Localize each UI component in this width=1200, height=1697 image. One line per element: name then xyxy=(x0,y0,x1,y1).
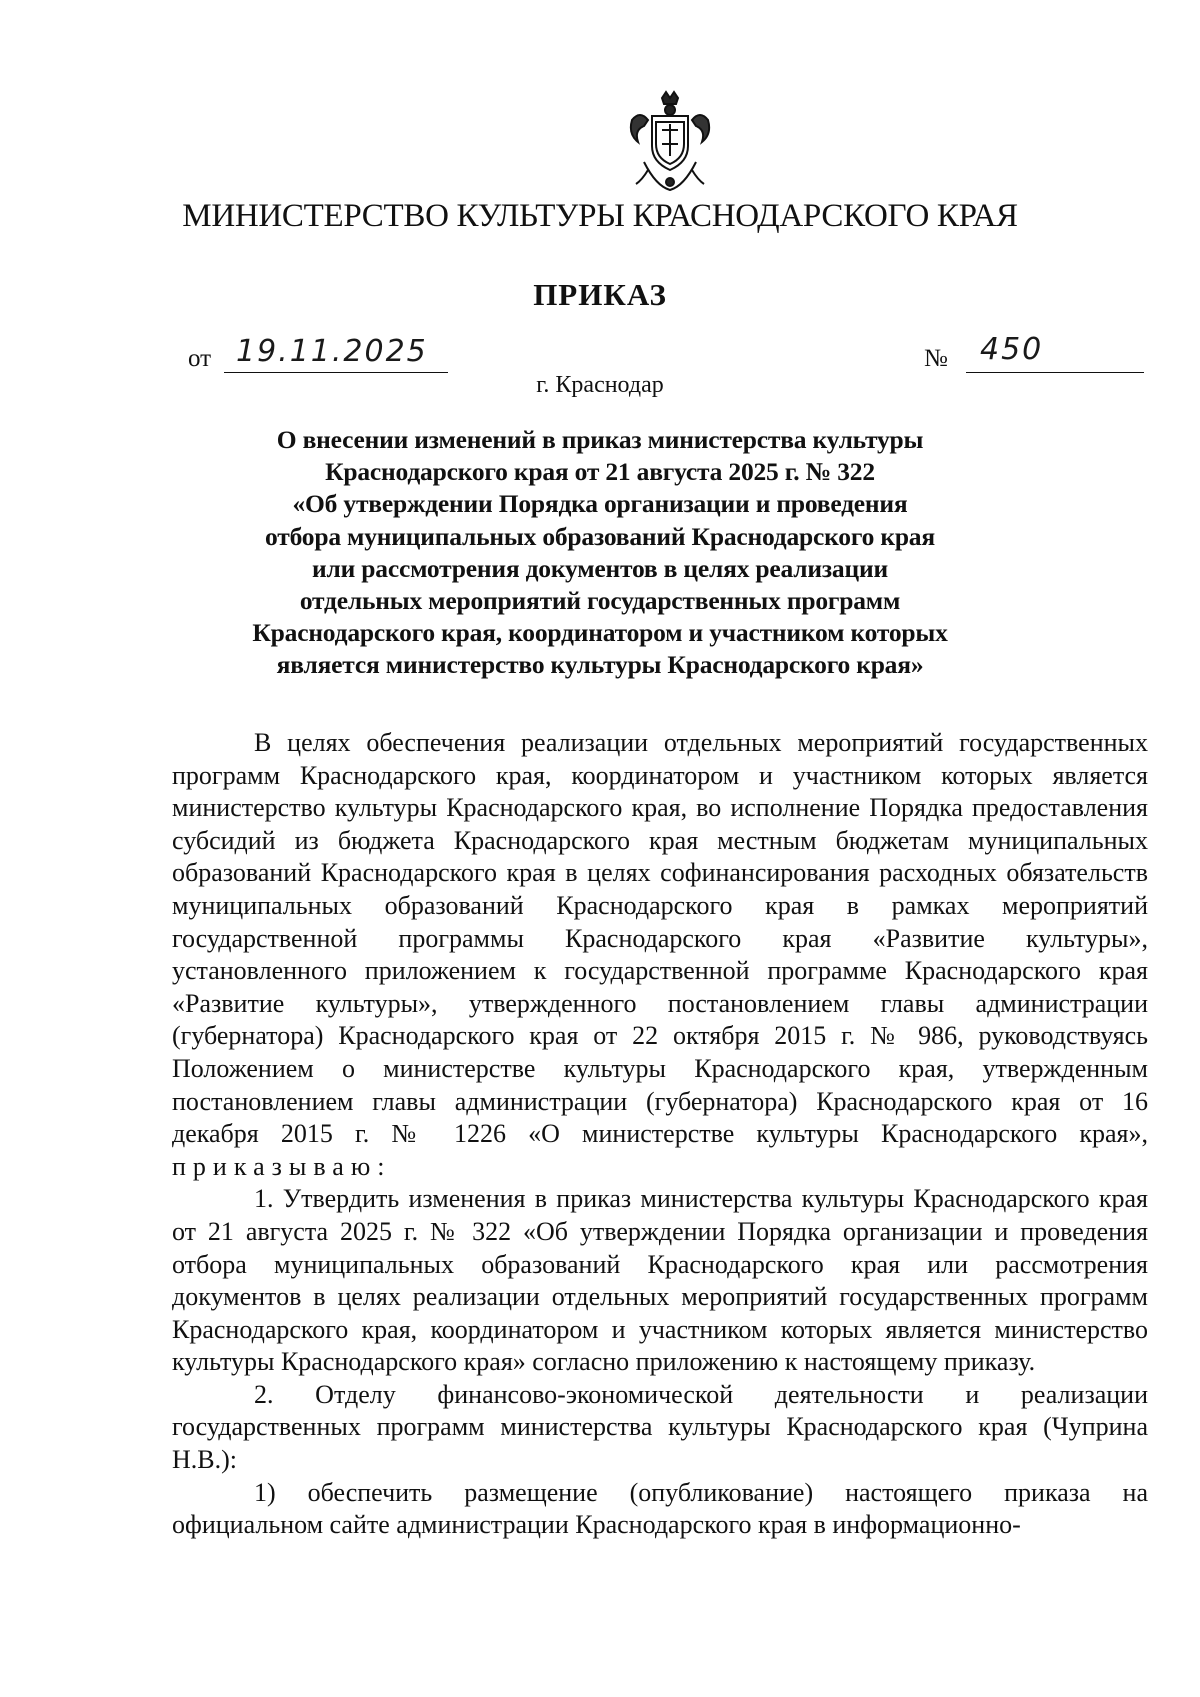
item-1-paragraph: 1. Утвердить изменения в приказ министерства культуры Краснодарского края от 21 августа 2025 г. № 322 «Об утверждении Порядка организации и проведения отбора муниципальных образований Краснодарского края или рассмотрения документов в целях реализации отдельных мероприятий государственных программ Краснодарского края, координатором и участником которых является министерство культуры Краснодарского края» согласно приложению к настоящему приказу. xyxy=(172,1184,1148,1377)
heading-line: «Об утверждении Порядка организации и проведения xyxy=(292,489,908,519)
document-type: ПРИКАЗ xyxy=(533,277,667,312)
heading-line: Краснодарского края, координатором и участником которых xyxy=(252,618,948,648)
ministry-name: МИНИСТЕРСТВО КУЛЬТУРЫ КРАСНОДАРСКОГО КРАЯ xyxy=(182,198,1018,234)
city: г. Краснодар xyxy=(536,372,664,398)
order-word: приказываю: xyxy=(172,1151,392,1181)
number-value: 450 xyxy=(980,332,1044,367)
document-heading xyxy=(240,424,960,682)
number-prefix: № xyxy=(924,345,948,372)
date-prefix: от xyxy=(188,345,212,372)
date-value: 19.11.2025 xyxy=(236,334,428,369)
heading-line: Краснодарского края от 21 августа 2025 г. № 322 xyxy=(325,457,875,487)
preamble-paragraph xyxy=(172,727,1148,1183)
preamble-text: В целях обеспечения реализации отдельных мероприятий государственных программ Краснодарского края, координатором и участником которых является министерство культуры Краснодарского края, во исполнение Порядка предоставления субсидий из бюджета Краснодарского края местным бюджетам муниципальных образований Краснодарского края в целях софинансирования расходных обязательств муниципальных образований Краснодарского края в рамках мероприятий государственной программы Краснодарского края «Развитие культуры», установленного приложением к государственной программе Краснодарского края «Развитие культуры», утвержденного постановлением главы администрации (губернатора) Краснодарского края от 22 октября 2015 г. № 986, руководствуясь Положением о министерстве культуры Краснодарского края, утвержденным постановлением главы администрации (губернатора) Краснодарского края от 16 декабря 2015 г. № 1226 «О министерстве культуры Краснодарского края», xyxy=(172,728,1148,1149)
heading-line: отдельных мероприятий государственных программ xyxy=(299,586,901,616)
heading-line: О внесении изменений в приказ министерства культуры xyxy=(276,425,924,454)
heading-line: отбора муниципальных образований Краснодарского края xyxy=(265,521,935,551)
document-body xyxy=(172,727,1148,1542)
item-2-1-paragraph: 1) обеспечить размещение (опубликование) настоящего приказа на официальном сайте администрации Краснодарского края в информационно- xyxy=(172,1477,1148,1540)
coat-of-arms-emblem xyxy=(622,90,718,198)
heading-line: или рассмотрения документов в целях реализации xyxy=(312,553,888,583)
item-2-paragraph: 2. Отделу финансово-экономической деятельности и реализации государственных программ министерства культуры Краснодарского края (Чуприна Н.В.): xyxy=(172,1379,1148,1475)
heading-line: является министерство культуры Краснодарского края» xyxy=(276,650,924,680)
